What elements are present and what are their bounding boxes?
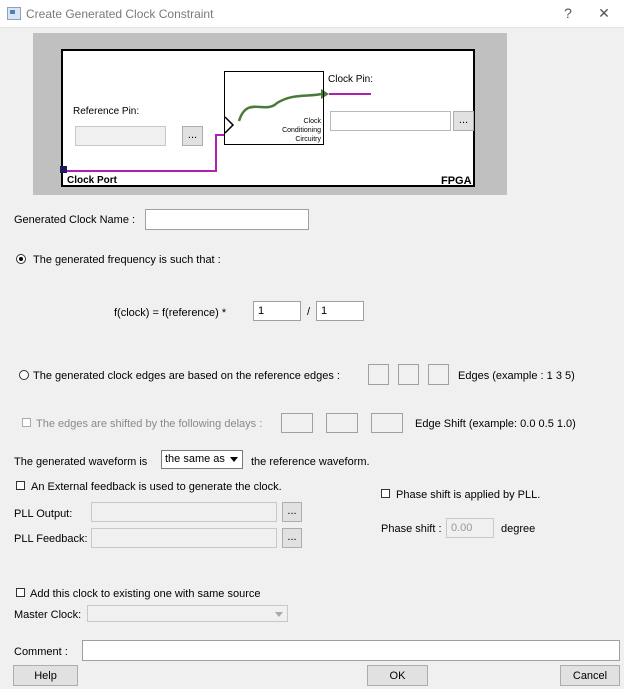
help-button[interactable]: Help <box>13 665 78 686</box>
clock-conditioning-block <box>224 71 324 145</box>
edge-input-2[interactable] <box>398 364 419 385</box>
phase-shift-label: Phase shift : <box>381 523 442 535</box>
shift-checkbox-label: The edges are shifted by the following delays : <box>36 418 263 430</box>
external-feedback-label: An External feedback is used to generate the clock. <box>31 481 282 493</box>
block-label-line-3: Circuitry <box>295 136 321 143</box>
window-title: Create Generated Clock Constraint <box>26 7 214 21</box>
chevron-down-icon <box>275 612 283 617</box>
frequency-formula: f(clock) = f(reference) * <box>114 307 227 319</box>
fpga-label: FPGA <box>441 175 472 187</box>
shift-input-1[interactable] <box>281 413 313 433</box>
pll-output-browse-button[interactable]: ... <box>282 502 302 522</box>
comment-input[interactable] <box>82 640 620 661</box>
clock-diagram <box>33 33 507 195</box>
shift-input-3[interactable] <box>371 413 403 433</box>
close-icon[interactable]: ✕ <box>598 5 610 21</box>
frequency-radio[interactable] <box>16 254 26 264</box>
reference-pin-browse-button[interactable]: ... <box>182 126 203 146</box>
add-to-existing-checkbox[interactable] <box>16 588 25 597</box>
clock-port-marker <box>60 166 67 173</box>
pll-feedback-browse-button[interactable]: ... <box>282 528 302 548</box>
shift-input-2[interactable] <box>326 413 358 433</box>
title-bar <box>0 0 624 28</box>
pll-output-label: PLL Output: <box>14 508 73 520</box>
clock-pin-browse-button[interactable]: ... <box>453 111 474 131</box>
master-clock-select[interactable] <box>87 605 288 622</box>
cancel-button[interactable]: Cancel <box>560 665 620 686</box>
waveform-select-value: the same as <box>165 453 225 465</box>
pll-feedback-label: PLL Feedback: <box>14 533 88 545</box>
block-label <box>282 117 321 144</box>
pll-output-field[interactable] <box>91 502 277 522</box>
block-label-line-1: Clock <box>303 118 321 125</box>
ok-button[interactable]: OK <box>367 665 428 686</box>
frequency-radio-label: The generated frequency is such that : <box>33 254 221 266</box>
master-clock-label: Master Clock: <box>14 609 82 621</box>
app-icon <box>7 7 21 20</box>
pll-feedback-field[interactable] <box>91 528 277 548</box>
multiply-factor-input[interactable]: 1 <box>253 301 301 321</box>
reference-pin-field[interactable] <box>75 126 166 146</box>
edge-input-3[interactable] <box>428 364 449 385</box>
waveform-label-before: The generated waveform is <box>14 456 148 468</box>
edges-radio[interactable] <box>19 370 29 380</box>
help-icon[interactable]: ? <box>564 5 572 21</box>
fraction-slash: / <box>307 306 311 318</box>
clock-port-label: Clock Port <box>67 175 118 186</box>
add-to-existing-label: Add this clock to existing one with same source <box>30 588 261 600</box>
phase-shift-checkbox-label: Phase shift is applied by PLL. <box>396 489 541 501</box>
clock-pin-field[interactable] <box>330 111 451 131</box>
edges-radio-label: The generated clock edges are based on the reference edges : <box>33 370 340 382</box>
edge-shift-example: Edge Shift (example: 0.0 0.5 1.0) <box>415 418 576 430</box>
external-feedback-checkbox[interactable] <box>16 481 25 490</box>
shift-checkbox[interactable] <box>22 418 31 427</box>
comment-label: Comment : <box>14 646 68 658</box>
edge-input-1[interactable] <box>368 364 389 385</box>
generated-clock-name-label: Generated Clock Name : <box>14 214 136 226</box>
waveform-label-after: the reference waveform. <box>251 456 370 468</box>
reference-pin-label: Reference Pin: <box>73 106 140 117</box>
phase-shift-checkbox[interactable] <box>381 489 390 498</box>
waveform-select[interactable] <box>161 450 243 469</box>
phase-shift-unit: degree <box>501 523 536 535</box>
generated-clock-name-input[interactable] <box>145 209 309 230</box>
chevron-down-icon <box>230 457 238 462</box>
clock-pin-label: Clock Pin: <box>328 74 374 85</box>
edges-example: Edges (example : 1 3 5) <box>458 370 575 382</box>
phase-shift-input[interactable]: 0.00 <box>446 518 494 538</box>
block-label-line-2: Conditioning <box>282 127 321 134</box>
divide-factor-input[interactable]: 1 <box>316 301 364 321</box>
